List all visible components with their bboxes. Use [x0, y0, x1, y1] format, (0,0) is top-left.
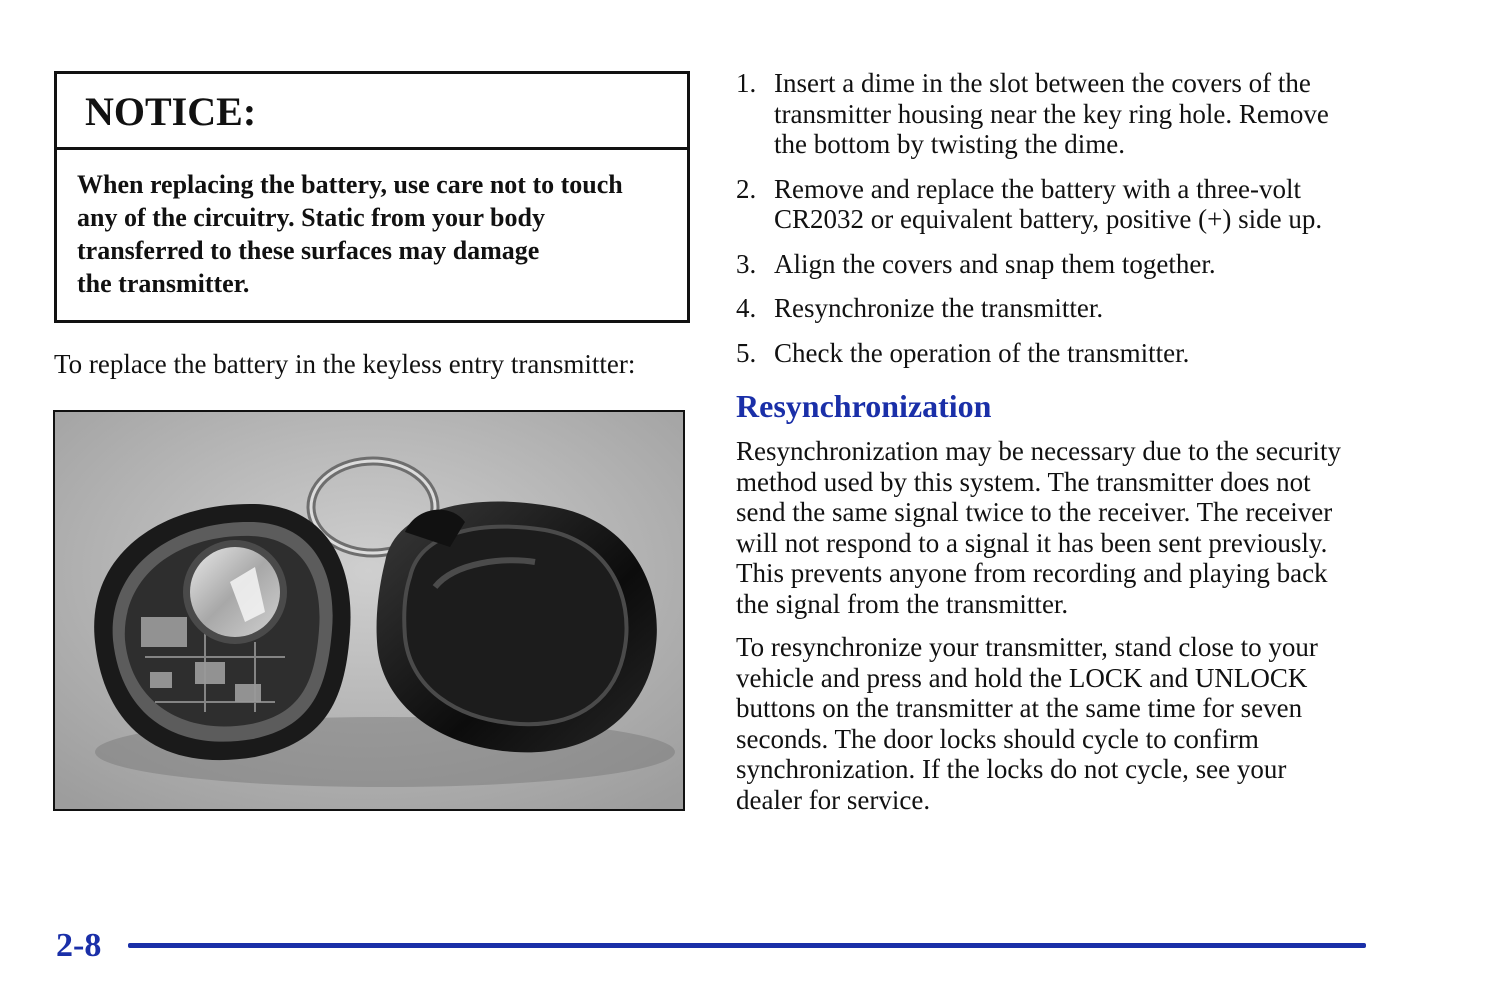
notice-line: When replacing the battery, use care not to touch	[77, 170, 623, 199]
paragraph-line: Resynchronization may be necessary due to the security	[736, 436, 1342, 466]
paragraph-line: vehicle and press and hold the LOCK and UNLOCK	[736, 662, 1308, 693]
notice-title: NOTICE:	[57, 74, 687, 150]
notice-text	[57, 150, 687, 300]
notice-line: any of the circuitry. Static from your body	[77, 203, 545, 232]
step-number: 1.	[736, 68, 757, 98]
paragraph-line: buttons on the transmitter at the same time for seven	[736, 693, 1303, 723]
step-text: the bottom by twisting the dime.	[774, 129, 1125, 159]
step-text: Insert a dime in the slot between the covers of the	[774, 68, 1311, 98]
paragraph-line: seconds. The door locks should cycle to confirm	[736, 723, 1259, 754]
list-item	[736, 174, 1376, 235]
transmitter-illustration	[55, 412, 683, 809]
step-number: 2.	[736, 173, 757, 204]
paragraph-line: synchronization. If the locks do not cycle, see your	[736, 754, 1287, 784]
paragraph-line: the signal from the transmitter.	[736, 588, 1069, 619]
section-heading: Resynchronization	[736, 388, 992, 424]
step-number: 4.	[736, 293, 757, 323]
step-number: 5.	[736, 337, 757, 368]
paragraph-line: dealer for service.	[736, 784, 931, 815]
paragraph-line: will not respond to a signal it has been sent previously.	[736, 527, 1328, 558]
notice-line: the transmitter.	[77, 269, 250, 298]
step-text: Remove and replace the battery with a three-volt	[774, 173, 1302, 204]
step-text: Resynchronize the transmitter.	[774, 293, 1104, 323]
step-text: Align the covers and snap them together.	[774, 248, 1216, 279]
list-item	[736, 338, 1376, 369]
list-item	[736, 249, 1376, 280]
paragraph-line: method used by this system. The transmitter does not	[736, 466, 1311, 497]
notice-line: transferred to these surfaces may damage	[77, 236, 540, 265]
step-text: Check the operation of the transmitter.	[774, 337, 1190, 368]
paragraph-line: This prevents anyone from recording and playing back	[736, 558, 1328, 588]
paragraph	[736, 436, 1386, 619]
paragraph	[736, 632, 1386, 815]
paragraph-line: send the same signal twice to the receiver. The receiver	[736, 497, 1333, 527]
list-item	[736, 68, 1376, 160]
footer-rule	[128, 943, 1366, 948]
transmitter-photo	[53, 410, 685, 811]
intro-text: To replace the battery in the keyless entry transmitter:	[54, 349, 636, 379]
paragraph-line: To resynchronize your transmitter, stand close to your	[736, 632, 1318, 662]
steps-list	[736, 68, 1376, 382]
list-item	[736, 293, 1376, 324]
step-text: transmitter housing near the key ring hole. Remove	[774, 98, 1329, 129]
notice-box	[54, 71, 690, 323]
step-number: 3.	[736, 248, 757, 279]
page-number: 2-8	[56, 927, 102, 964]
step-text: CR2032 or equivalent battery, positive (+) side up.	[774, 204, 1323, 234]
